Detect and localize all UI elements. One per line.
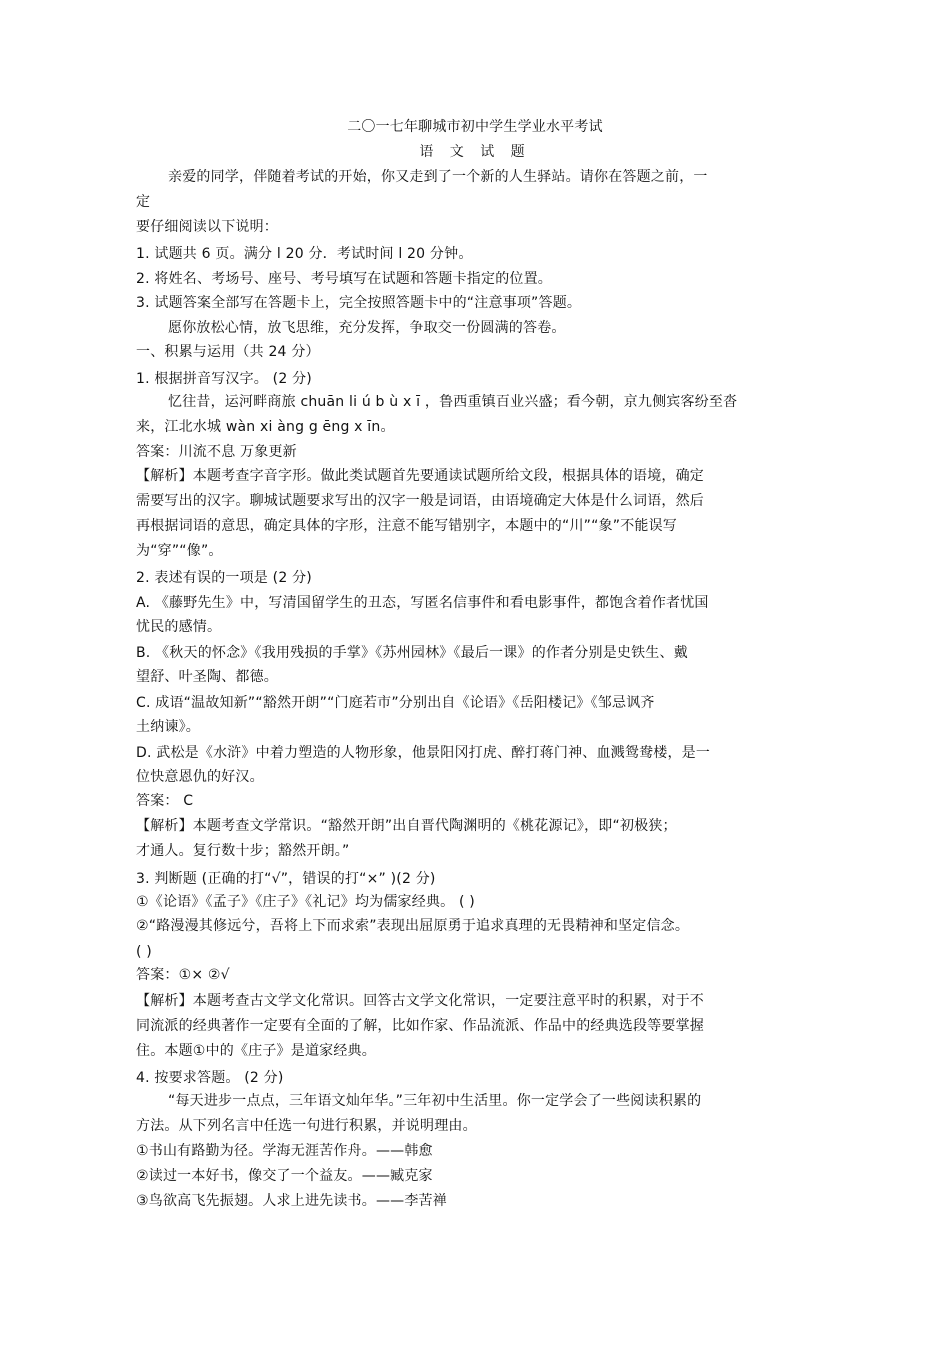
- intro-line: 要仔细阅读以下说明：: [136, 219, 278, 235]
- question-2-option: A. 《藤野先生》中，写清国留学生的丑态，写匿名信事件和看电影事件，都饱含着作者忧国: [136, 595, 709, 611]
- question-1-analysis: 为“穿”“像”。: [136, 543, 223, 559]
- question-2-option: 望舒、叶圣陶、都德。: [136, 669, 278, 685]
- instruction-item: 1. 试题共 6 页。满分 l 20 分．考试时间 l 20 分钟。: [136, 246, 473, 262]
- question-2-analysis: 【解析】本题考查文学常识。“豁然开朗”出自晋代陶渊明的《桃花源记》，即“初极狭；: [136, 818, 677, 834]
- question-2-option: 忧民的感情。: [136, 619, 222, 635]
- question-3-answer: 答案：①× ②√: [136, 967, 230, 983]
- exam-title: 二〇一七年聊城市初中学生学业水平考试: [347, 119, 603, 135]
- section-heading: 一、积累与运用（共 24 分）: [136, 344, 320, 360]
- question-2-answer: 答案： C: [136, 793, 194, 809]
- intro-line: 亲爱的同学，伴随着考试的开始，你又走到了一个新的人生驿站。请你在答题之前，一: [168, 169, 708, 185]
- question-3-item: ②“路漫漫其修远兮，吾将上下而求索”表现出屈原勇于追求真理的无畏精神和坚定信念。: [136, 918, 690, 934]
- question-1-text: 来，江北水城 wàn xi àng g ēng x īn。: [136, 419, 395, 435]
- question-3-analysis: 住。本题①中的《庄子》是道家经典。: [136, 1043, 376, 1059]
- question-2-option: B. 《秋天的怀念》《我用残损的手掌》《苏州园林》《最后一课》的作者分别是史铁生、戴: [136, 645, 688, 661]
- question-2-option: D. 武松是《水浒》中着力塑造的人物形象，他景阳冈打虎、醉打蒋门神、血溅鸳鸯楼，是一: [136, 745, 711, 761]
- question-2-stem: 2. 表述有误的一项是 (2 分): [136, 570, 312, 586]
- question-1-analysis: 【解析】本题考查字音字形。做此类试题首先要通读试题所给文段，根据具体的语境，确定: [136, 468, 704, 484]
- question-2-option: C. 成语“温故知新”“豁然开朗”“门庭若市”分别出自《论语》《岳阳楼记》《邹忌讽齐: [136, 695, 655, 711]
- instruction-item: 3. 试题答案全部写在答题卡上，完全按照答题卡中的“注意事项”答题。: [136, 295, 582, 311]
- question-3-item: ( ): [136, 944, 152, 960]
- question-3-stem: 3. 判断题 (正确的打“√”，错误的打“×” )(2 分): [136, 871, 436, 887]
- wish-line: 愿你放松心情，放飞思维，充分发挥，争取交一份圆满的答卷。: [168, 320, 566, 336]
- question-1-analysis: 需要写出的汉字。聊城试题要求写出的汉字一般是词语，由语境确定大体是什么词语，然后: [136, 493, 704, 509]
- question-4-quote: ②读过一本好书，像交了一个益友。——臧克家: [136, 1168, 433, 1184]
- question-1-text: 忆往昔，运河畔商旅 chuān li ú b ù x ī ，鲁西重镇百业兴盛；看今朝，京九侧宾客纷至沓: [168, 394, 738, 410]
- instruction-item: 2. 将姓名、考场号、座号、考号填写在试题和答题卡指定的位置。: [136, 271, 553, 287]
- question-1-analysis: 再根据词语的意思，确定具体的字形，注意不能写错别字，本题中的“川”“象”不能误写: [136, 518, 678, 534]
- question-4-text: “每天进步一点点，三年语文灿年华。”三年初中生活里。你一定学会了一些阅读积累的: [168, 1093, 702, 1109]
- question-4-text: 方法。从下列名言中任选一句进行积累，并说明理由。: [136, 1118, 477, 1134]
- question-1-answer: 答案：川流不息 万象更新: [136, 444, 297, 460]
- intro-line: 定: [136, 194, 151, 210]
- question-2-option: 位快意恩仇的好汉。: [136, 769, 264, 785]
- exam-subject: 语 文 试 题: [419, 144, 531, 160]
- question-1-stem: 1. 根据拼音写汉字。 (2 分): [136, 371, 312, 387]
- question-3-analysis: 同流派的经典著作一定要有全面的了解，比如作家、作品流派、作品中的经典选段等要掌握: [136, 1018, 704, 1034]
- question-4-stem: 4. 按要求答题。 (2 分): [136, 1070, 284, 1086]
- question-2-option: 土纳谏》。: [136, 719, 200, 735]
- question-4-quote: ③鸟欲高飞先振翅。人求上进先读书。——李苦禅: [136, 1193, 447, 1209]
- question-3-analysis: 【解析】本题考查古文学文化常识。回答古文学文化常识，一定要注意平时的积累，对于不: [136, 993, 704, 1009]
- question-3-item: ①《论语》《孟子》《庄子》《礼记》均为儒家经典。 ( ): [136, 894, 475, 910]
- question-2-analysis: 才通人。复行数十步；豁然开朗。”: [136, 843, 350, 859]
- question-4-quote: ①书山有路勤为径。学海无涯苦作舟。——韩愈: [136, 1143, 433, 1159]
